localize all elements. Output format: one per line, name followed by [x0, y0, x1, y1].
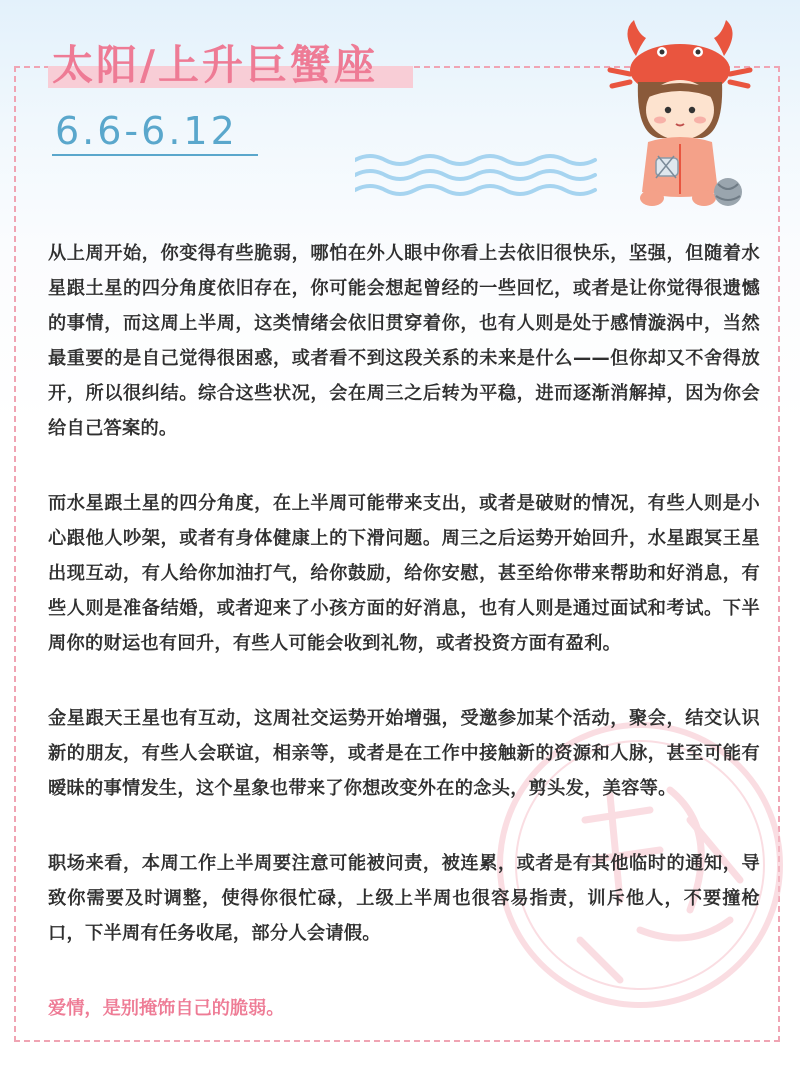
paragraph: 而水星跟土星的四分角度，在上半周可能带来支出，或者是破财的情况，有些人则是小心跟他人吵架，或者有身体健康上的下滑问题。周三之后运势开始回升，水星跟冥王星出现互动，有人给你加油打气，给你鼓励，给你安慰，甚至给你带来帮助和好消息，有些人则是准备结婚，或者迎来了小孩方面的好消息，也有人则是通过面试和考试。下半周你的财运也有回升，有些人可能会收到礼物，或者投资方面有盈利。: [48, 493, 760, 654]
paragraph: 从上周开始，你变得有些脆弱，哪怕在外人眼中你看上去依旧很快乐，坚强，但随着水星跟土星的四分角度依旧存在，你可能会想起曾经的一些回忆，或者是让你觉得很遗憾的事情，而这周上半周，这类情绪会依旧贯穿着你，也有人则是处于感情漩涡中，当然最重要的是自己觉得很困惑，或者看不到这段关系的未来是什么——但你却又不舍得放开，所以很纠结。综合这些状况，会在周三之后转为平稳，进而逐渐消解掉，因为你会给自己答案的。: [48, 243, 760, 439]
paragraph: 金星跟天王星也有互动，这周社交运势开始增强，受邀参加某个活动，聚会，结交认识新的朋友，有些人会联谊，相亲等，或者是在工作中接触新的资源和人脉，甚至可能有暧昧的事情发生，这个星象也带来了你想改变外在的念头，剪头发，美容等。: [48, 708, 760, 799]
waves-icon: [355, 150, 615, 200]
mascot-icon: [600, 12, 760, 222]
date-range: 6.6-6.12: [55, 109, 238, 153]
paragraph: 职场来看，本周工作上半周要注意可能被问责，被连累，或者是有其他临时的通知，导致你需要及时调整，使得你很忙碌，上级上半周也很容易指责，训斥他人，不要撞枪口，下半周有任务收尾，部分人会请假。: [48, 853, 760, 944]
closing-line: 爱情，是别掩饰自己的脆弱。: [48, 998, 285, 1019]
page-title: 太阳/上升巨蟹座: [52, 41, 378, 89]
date-underline: [52, 154, 258, 156]
article-body: [48, 236, 760, 1026]
